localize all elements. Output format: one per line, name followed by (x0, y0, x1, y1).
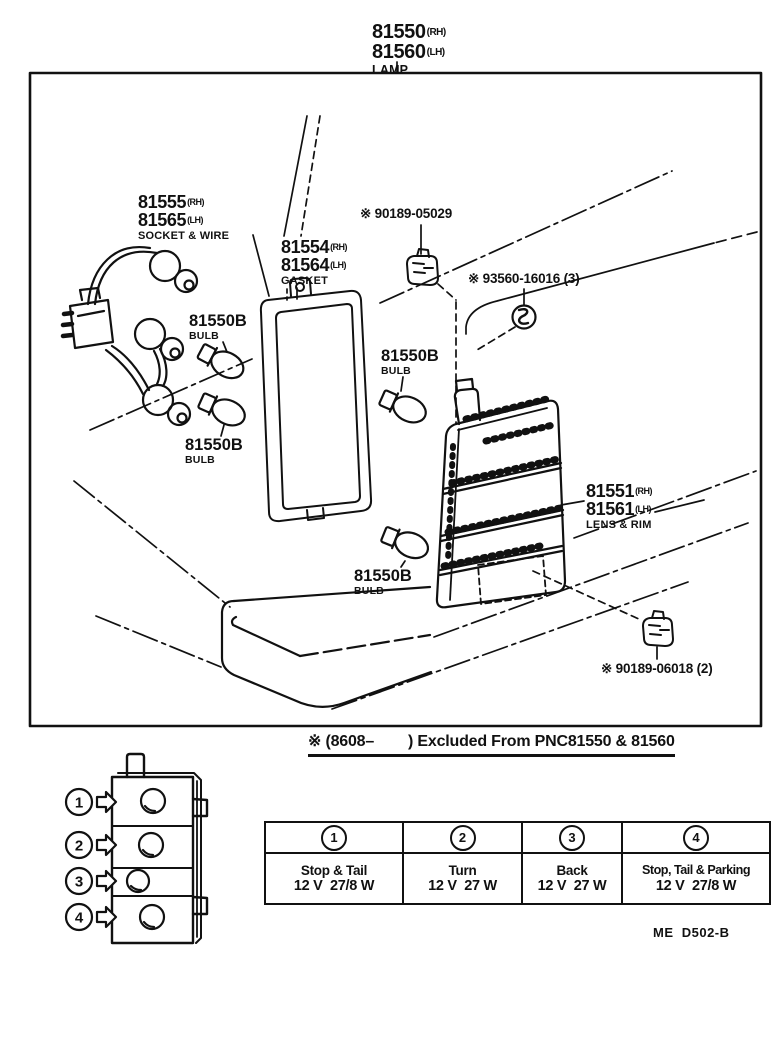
part-number: 81561 (586, 499, 635, 520)
page-code: ME D502-B (653, 925, 730, 940)
part-number: 81550B (354, 567, 412, 585)
lh-suffix: (LH) (635, 504, 652, 515)
table-column-3 (523, 823, 623, 903)
label-clip-bottom: ※ 90189-06018 (2) (601, 661, 713, 676)
table-header-cell (623, 823, 769, 854)
label-lamp-assembly (372, 22, 446, 77)
part-number: 81550B (381, 347, 439, 365)
legend-number-2: 2 (74, 837, 84, 855)
legend-number-1: 1 (74, 794, 84, 812)
bulb-spec: 12 V 27/8 W (655, 877, 737, 894)
bulb-shape (196, 389, 249, 430)
table-header-cell (266, 823, 402, 854)
bulb-spec: 12 V 27 W (428, 878, 497, 895)
socket-wire-drawing (63, 247, 197, 425)
bulb-holes (127, 789, 165, 929)
screw-icon (513, 306, 536, 329)
table-column-4 (623, 823, 769, 903)
legend-number-3: 3 (74, 873, 84, 891)
rh-suffix: (RH) (330, 242, 348, 252)
part-number: 81554 (281, 237, 330, 257)
table-header-cell (404, 823, 521, 854)
part-number: 81550B (185, 436, 243, 454)
bulb-function: Stop, Tail & Parking (641, 863, 751, 878)
part-name: LENS & RIM (586, 518, 652, 531)
part-name: SOCKET & WIRE (138, 229, 230, 242)
lh-suffix: (LH) (330, 260, 347, 271)
bulb-spec: 12 V 27 W (537, 878, 607, 895)
table-body-cell (404, 854, 521, 903)
part-name: LAMP (372, 62, 409, 77)
part-name: BULB (185, 453, 215, 466)
legend-numbers (66, 789, 92, 930)
part-name: GASKET (281, 274, 329, 287)
circled-number-3: 3 (559, 825, 585, 851)
part-number: 81565 (138, 210, 187, 231)
bulb-function: Turn (448, 862, 477, 878)
table-header-cell (523, 823, 621, 854)
label-bulb-2 (185, 437, 243, 466)
part-number: 81550B (189, 312, 247, 330)
bulb-spec: 12 V 27/8 W (293, 878, 375, 895)
circled-number-2: 2 (450, 825, 476, 851)
bumper-drawing (222, 584, 431, 707)
clip-nut-icon (643, 611, 673, 646)
table-column-2 (404, 823, 523, 903)
part-name: BULB (381, 364, 411, 377)
bulb-spec-table (264, 821, 771, 905)
table-body-cell (266, 854, 402, 903)
rh-suffix: (RH) (635, 486, 653, 496)
table-column-1 (266, 823, 404, 903)
label-bulb-4 (354, 568, 412, 597)
lh-suffix: (LH) (187, 215, 204, 226)
bulb-function: Stop & Tail (300, 862, 368, 878)
label-screw: ※ 93560-16016 (3) (468, 271, 580, 286)
fasteners (407, 249, 673, 646)
part-number: 81564 (281, 255, 330, 276)
part-number: 81550 (372, 21, 426, 43)
gasket-drawing (261, 274, 371, 521)
bulb-shape (195, 340, 248, 383)
label-clip-top: ※ 90189-05029 (360, 206, 453, 221)
label-lens-rim (586, 482, 652, 531)
leader-lines (221, 116, 704, 659)
circled-number-4: 4 (683, 825, 709, 851)
exclusion-note: ※ (8608– ) Excluded From PNC81550 & 81560 (308, 731, 675, 757)
table-body-cell (523, 854, 621, 903)
legend-number-4: 4 (74, 909, 84, 927)
part-number: 81555 (138, 192, 187, 212)
part-name: BULB (189, 329, 219, 342)
rh-suffix: (RH) (426, 27, 446, 38)
car-body-lines (74, 171, 757, 709)
part-number: 81551 (586, 481, 635, 501)
label-socket-wire (138, 193, 229, 242)
label-gasket (281, 238, 347, 287)
part-number: 81560 (372, 41, 426, 64)
bulb-shape (379, 523, 432, 563)
lh-suffix: (LH) (426, 47, 445, 59)
bulb-shape (377, 386, 430, 427)
rh-suffix: (RH) (187, 197, 205, 207)
table-body-cell (623, 854, 769, 903)
circled-number-1: 1 (321, 825, 347, 851)
bulb-function: Back (556, 862, 588, 878)
label-bulb-1 (189, 313, 247, 342)
label-bulb-3 (381, 348, 439, 377)
part-name: BULB (354, 584, 384, 597)
lamp-rear-view (66, 754, 207, 943)
